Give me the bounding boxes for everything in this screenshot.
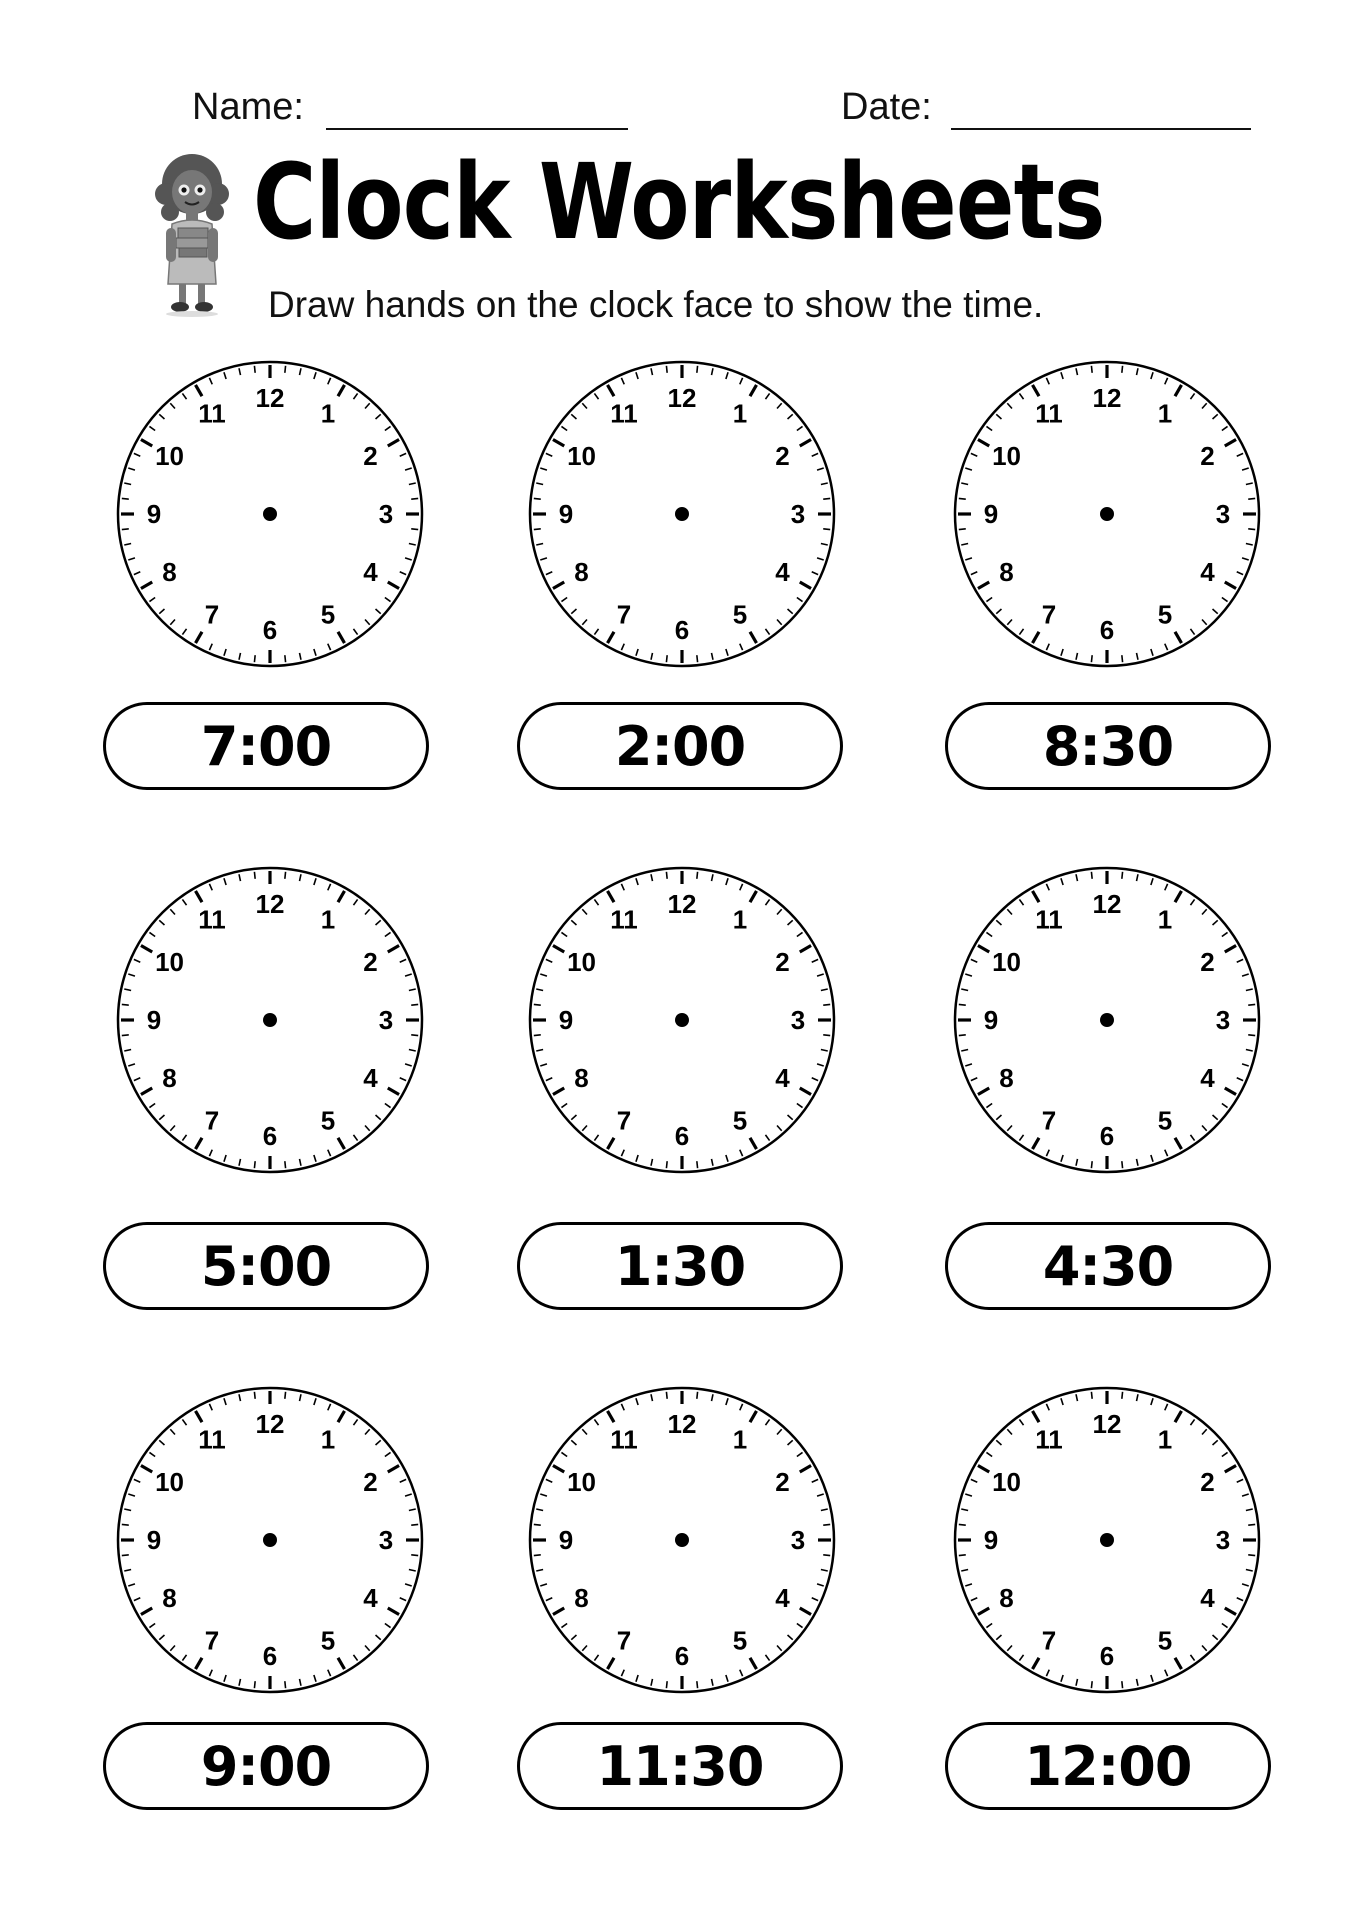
clock-number: 12 bbox=[667, 383, 697, 413]
clock-number: 10 bbox=[567, 1467, 597, 1497]
clock-number: 10 bbox=[155, 947, 185, 977]
minute-tick bbox=[959, 1004, 966, 1005]
clock-number: 4 bbox=[363, 557, 378, 587]
clock-number: 1 bbox=[1157, 904, 1173, 935]
clock-number: 2 bbox=[1200, 441, 1215, 471]
clock-number: 11 bbox=[198, 398, 226, 429]
clock-number: 7 bbox=[1041, 1625, 1057, 1656]
date-label: Date: bbox=[841, 86, 932, 128]
clock-number: 3 bbox=[378, 499, 394, 529]
clock-number: 4 bbox=[775, 557, 790, 587]
clock-number: 7 bbox=[616, 1625, 632, 1656]
time-label: 11:30 bbox=[517, 1722, 843, 1810]
time-label: 2:00 bbox=[517, 702, 843, 790]
clock-item bbox=[0, 354, 1358, 814]
clock-number: 6 bbox=[674, 1121, 690, 1151]
clock-number: 4 bbox=[363, 1063, 378, 1093]
minute-tick bbox=[959, 529, 966, 530]
clock-number: 9 bbox=[558, 1005, 574, 1035]
clock-number: 10 bbox=[155, 441, 185, 471]
clock-number: 1 bbox=[1157, 398, 1173, 429]
clock-face[interactable] bbox=[947, 860, 1267, 1180]
clock-number: 3 bbox=[790, 499, 806, 529]
clock-number: 4 bbox=[1200, 1583, 1215, 1613]
clock-number: 5 bbox=[732, 599, 748, 630]
clock-number: 10 bbox=[992, 1467, 1022, 1497]
minute-tick bbox=[1091, 872, 1092, 879]
center-dot bbox=[1100, 1533, 1114, 1547]
clock-number: 11 bbox=[198, 904, 226, 935]
clock-number: 2 bbox=[363, 947, 378, 977]
clock-number: 9 bbox=[146, 499, 162, 529]
clock-number: 5 bbox=[732, 1625, 748, 1656]
clock-number: 1 bbox=[320, 398, 336, 429]
minute-tick bbox=[1091, 366, 1092, 373]
clock-number: 9 bbox=[983, 1005, 999, 1035]
clock-number: 1 bbox=[320, 1424, 336, 1455]
clock-number: 3 bbox=[1215, 1005, 1231, 1035]
clock-number: 12 bbox=[255, 889, 285, 919]
clock-number: 7 bbox=[204, 1625, 220, 1656]
clock-number: 10 bbox=[992, 441, 1022, 471]
minute-tick bbox=[1122, 655, 1123, 662]
clock-number: 12 bbox=[255, 1409, 285, 1439]
clock-number: 3 bbox=[1215, 499, 1231, 529]
minute-tick bbox=[1248, 1004, 1255, 1005]
instruction-text: Draw hands on the clock face to show the time. bbox=[268, 284, 1044, 325]
clock-item bbox=[0, 860, 1358, 1320]
minute-tick bbox=[959, 1555, 966, 1556]
girl-illustration bbox=[152, 146, 238, 318]
clock-number: 5 bbox=[320, 1105, 336, 1136]
minute-tick bbox=[1248, 1555, 1255, 1556]
clock-number: 3 bbox=[378, 1525, 394, 1555]
time-label: 8:30 bbox=[945, 702, 1271, 790]
clock-number: 7 bbox=[616, 1105, 632, 1136]
minute-tick bbox=[1248, 1524, 1255, 1525]
minute-tick bbox=[1248, 529, 1255, 530]
clock-number: 11 bbox=[1035, 904, 1063, 935]
clock-number: 4 bbox=[775, 1583, 790, 1613]
clock-number: 6 bbox=[674, 615, 690, 645]
clock-number: 8 bbox=[999, 557, 1014, 587]
worksheet-title: Clock Worksheets bbox=[253, 141, 1105, 263]
clock-number: 9 bbox=[146, 1525, 162, 1555]
clock-number: 3 bbox=[378, 1005, 394, 1035]
minute-tick bbox=[1122, 1681, 1123, 1688]
clock-number: 7 bbox=[204, 599, 220, 630]
clock-number: 6 bbox=[262, 615, 278, 645]
minute-tick bbox=[959, 498, 966, 499]
clock-number: 4 bbox=[1200, 557, 1215, 587]
clock-number: 1 bbox=[732, 904, 748, 935]
clock-number: 4 bbox=[363, 1583, 378, 1613]
clock-number: 12 bbox=[1092, 889, 1122, 919]
clock-number: 5 bbox=[320, 1625, 336, 1656]
time-label: 4:30 bbox=[945, 1222, 1271, 1310]
minute-tick bbox=[1122, 872, 1123, 879]
clock-number: 7 bbox=[1041, 599, 1057, 630]
clock-number: 2 bbox=[1200, 947, 1215, 977]
minute-tick bbox=[1091, 655, 1092, 662]
clock-face[interactable] bbox=[947, 354, 1267, 674]
clock-number: 3 bbox=[790, 1525, 806, 1555]
time-label: 12:00 bbox=[945, 1722, 1271, 1810]
clock-number: 8 bbox=[162, 1063, 177, 1093]
clock-number: 5 bbox=[1157, 1625, 1173, 1656]
clock-number: 9 bbox=[558, 1525, 574, 1555]
time-label: 9:00 bbox=[103, 1722, 429, 1810]
clock-number: 2 bbox=[1200, 1467, 1215, 1497]
clock-number: 5 bbox=[732, 1105, 748, 1136]
clock-number: 6 bbox=[1099, 615, 1115, 645]
clock-face[interactable] bbox=[947, 1380, 1267, 1700]
clock-number: 12 bbox=[1092, 1409, 1122, 1439]
minute-tick bbox=[1248, 1035, 1255, 1036]
clock-number: 11 bbox=[610, 904, 638, 935]
name-label: Name: bbox=[192, 86, 304, 128]
clock-number: 2 bbox=[363, 441, 378, 471]
clock-number: 8 bbox=[999, 1063, 1014, 1093]
time-label: 7:00 bbox=[103, 702, 429, 790]
clock-number: 2 bbox=[775, 1467, 790, 1497]
clock-number: 6 bbox=[262, 1121, 278, 1151]
clock-number: 9 bbox=[558, 499, 574, 529]
clock-number: 8 bbox=[999, 1583, 1014, 1613]
clock-number: 10 bbox=[155, 1467, 185, 1497]
clock-number: 6 bbox=[674, 1641, 690, 1671]
clock-number: 8 bbox=[162, 1583, 177, 1613]
clock-number: 1 bbox=[320, 904, 336, 935]
clock-number: 5 bbox=[1157, 1105, 1173, 1136]
center-dot bbox=[1100, 507, 1114, 521]
minute-tick bbox=[959, 1035, 966, 1036]
clock-number: 11 bbox=[610, 1424, 638, 1455]
clock-number: 1 bbox=[732, 398, 748, 429]
clock-number: 10 bbox=[992, 947, 1022, 977]
clock-number: 8 bbox=[162, 557, 177, 587]
clock-number: 1 bbox=[1157, 1424, 1173, 1455]
center-dot bbox=[1100, 1013, 1114, 1027]
clock-number: 10 bbox=[567, 441, 597, 471]
clock-number: 6 bbox=[1099, 1121, 1115, 1151]
clock-number: 12 bbox=[667, 1409, 697, 1439]
clock-number: 8 bbox=[574, 1583, 589, 1613]
minute-tick bbox=[1091, 1161, 1092, 1168]
time-label: 1:30 bbox=[517, 1222, 843, 1310]
clock-number: 7 bbox=[1041, 1105, 1057, 1136]
clock-number: 11 bbox=[1035, 398, 1063, 429]
clock-number: 9 bbox=[146, 1005, 162, 1035]
minute-tick bbox=[959, 1524, 966, 1525]
clock-number: 7 bbox=[204, 1105, 220, 1136]
date-blank-line[interactable] bbox=[951, 128, 1251, 130]
clock-number: 8 bbox=[574, 1063, 589, 1093]
minute-tick bbox=[1091, 1392, 1092, 1399]
clock-number: 10 bbox=[567, 947, 597, 977]
clock-number: 2 bbox=[775, 441, 790, 471]
clock-number: 2 bbox=[363, 1467, 378, 1497]
clock-number: 11 bbox=[1035, 1424, 1063, 1455]
minute-tick bbox=[1122, 366, 1123, 373]
clock-number: 12 bbox=[667, 889, 697, 919]
minute-tick bbox=[1091, 1681, 1092, 1688]
time-label: 5:00 bbox=[103, 1222, 429, 1310]
clock-item bbox=[0, 1380, 1358, 1840]
clock-number: 11 bbox=[198, 1424, 226, 1455]
clock-number: 12 bbox=[1092, 383, 1122, 413]
minute-tick bbox=[1122, 1161, 1123, 1168]
clock-number: 6 bbox=[262, 1641, 278, 1671]
clock-number: 6 bbox=[1099, 1641, 1115, 1671]
clock-number: 8 bbox=[574, 557, 589, 587]
clock-number: 12 bbox=[255, 383, 285, 413]
clock-number: 9 bbox=[983, 499, 999, 529]
clock-number: 1 bbox=[732, 1424, 748, 1455]
minute-tick bbox=[1248, 498, 1255, 499]
clock-number: 2 bbox=[775, 947, 790, 977]
clock-number: 7 bbox=[616, 599, 632, 630]
clock-number: 5 bbox=[320, 599, 336, 630]
clock-number: 9 bbox=[983, 1525, 999, 1555]
clock-number: 4 bbox=[1200, 1063, 1215, 1093]
clock-number: 3 bbox=[1215, 1525, 1231, 1555]
clock-number: 5 bbox=[1157, 599, 1173, 630]
minute-tick bbox=[1122, 1392, 1123, 1399]
clock-number: 3 bbox=[790, 1005, 806, 1035]
clock-number: 11 bbox=[610, 398, 638, 429]
clock-number: 4 bbox=[775, 1063, 790, 1093]
name-blank-line[interactable] bbox=[326, 128, 628, 130]
